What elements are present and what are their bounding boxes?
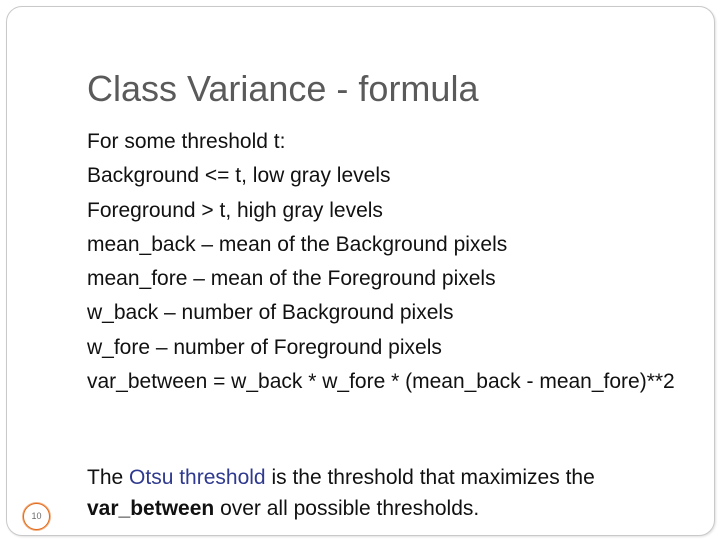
conclusion-suffix: over all possible thresholds. xyxy=(214,497,480,520)
body-line: w_fore – number of Foreground pixels xyxy=(87,335,442,359)
conclusion-middle: is the threshold that maximizes the xyxy=(265,466,595,489)
body-line: mean_fore – mean of the Foreground pixels xyxy=(87,267,496,291)
conclusion-prefix: The xyxy=(87,466,130,489)
body-line-formula: var_between = w_back * w_fore * (mean_back - mean_fore)**2 xyxy=(87,370,675,394)
body-line: mean_back – mean of the Background pixels xyxy=(87,232,508,256)
var-between-term: var_between xyxy=(87,497,215,520)
body-line: Background <= t, low gray levels xyxy=(87,164,391,188)
body-line: w_back – number of Background pixels xyxy=(87,301,454,325)
body-line: For some threshold t: xyxy=(87,130,286,153)
body-line: Foreground > t, high gray levels xyxy=(87,198,383,222)
otsu-threshold-term: Otsu threshold xyxy=(129,466,266,489)
slide-number-badge: 10 xyxy=(23,503,50,530)
slide-title: Class Variance - formula xyxy=(87,68,479,109)
slide xyxy=(6,6,715,536)
conclusion-paragraph xyxy=(87,462,687,524)
slide-body xyxy=(87,125,677,399)
